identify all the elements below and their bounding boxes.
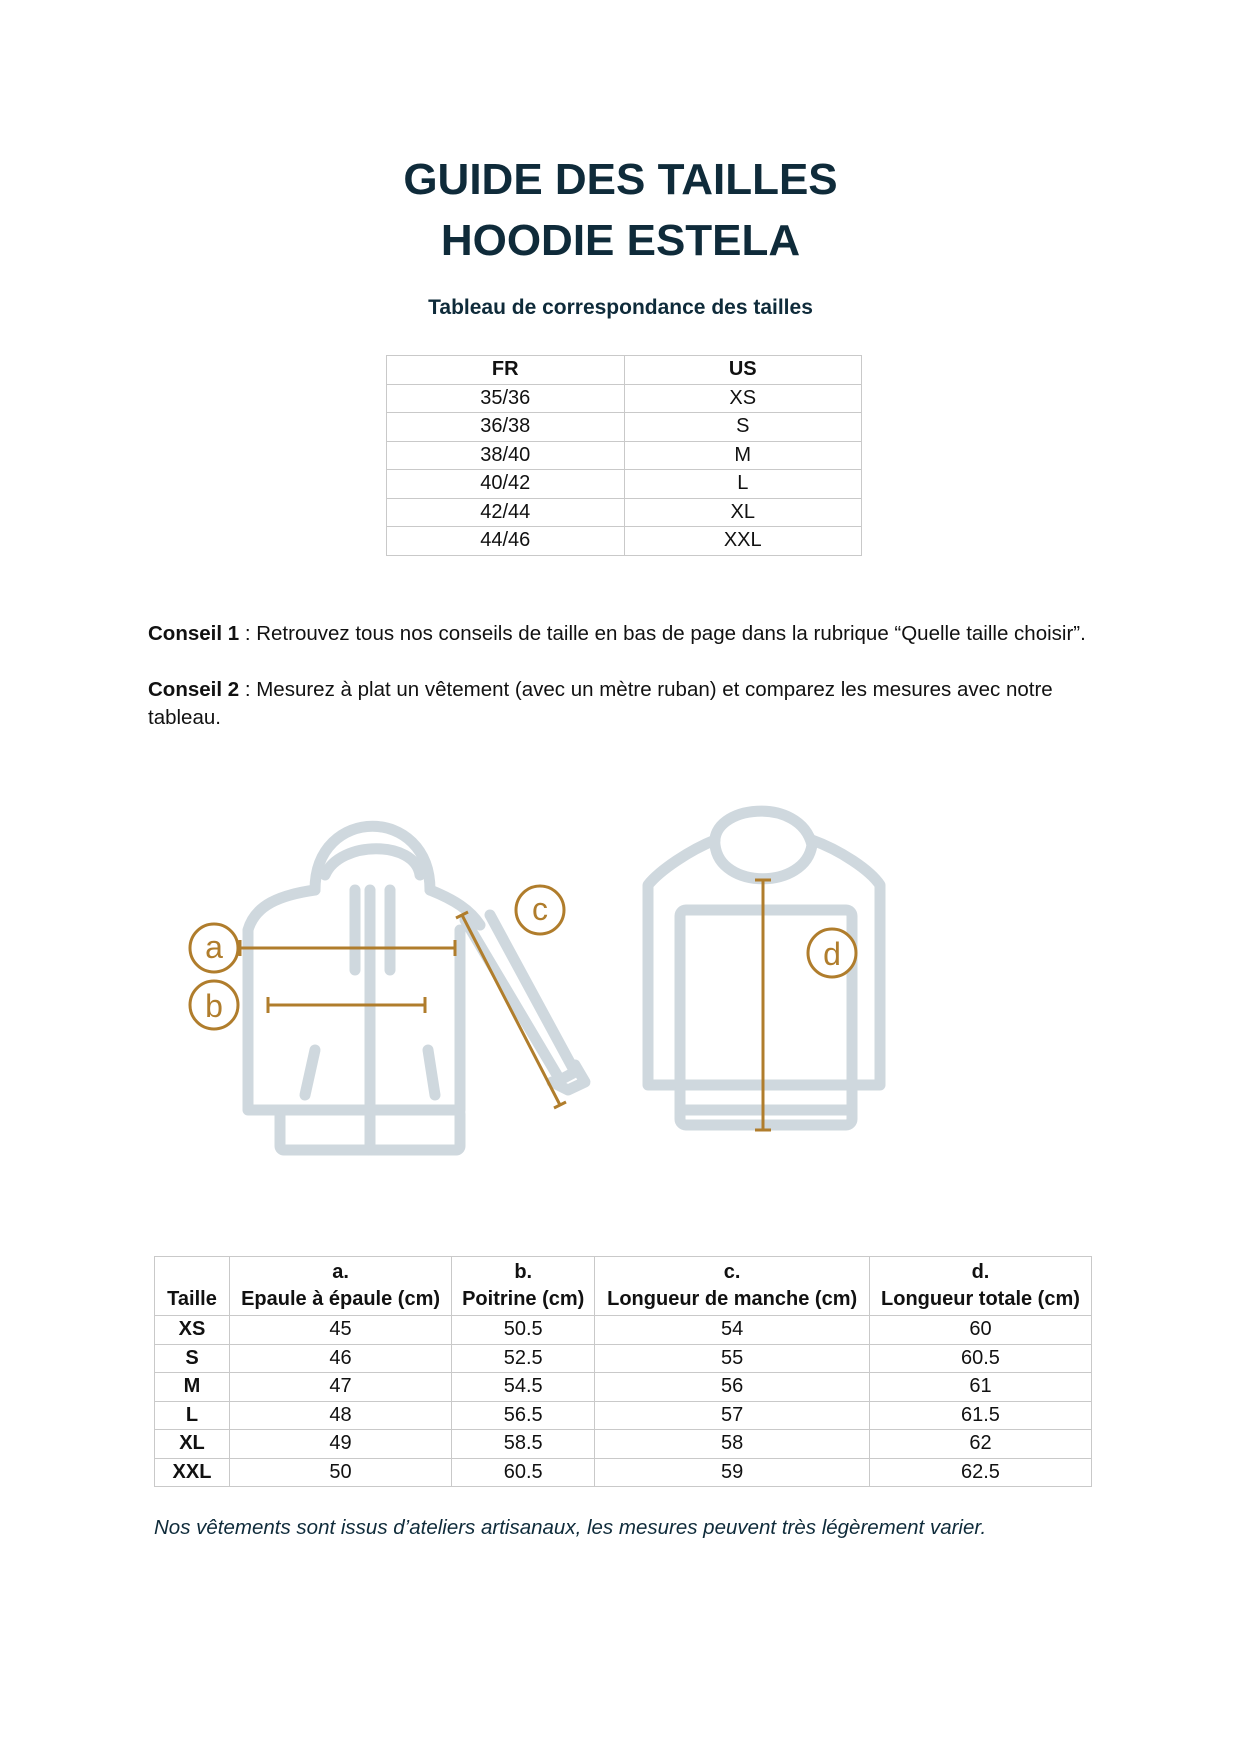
total-length-cell: 62.5 (869, 1458, 1091, 1487)
chest-cell: 60.5 (452, 1458, 595, 1487)
marker-b (190, 981, 238, 1029)
total-length-cell: 61.5 (869, 1401, 1091, 1430)
column-header-us: US (624, 356, 862, 385)
shoulder-cell: 45 (230, 1316, 452, 1345)
marker-c (516, 886, 564, 934)
advice-2-text: : Mesurez à plat un vêtement (avec un mètre ruban) et comparez les mesures avec notre tableau. (148, 678, 1053, 729)
marker-d (808, 929, 856, 977)
total-length-cell: 60 (869, 1316, 1091, 1345)
correspondence-row (387, 441, 862, 470)
total-length-cell: 62 (869, 1430, 1091, 1459)
column-header-total-length: d. Longueur totale (cm) (869, 1257, 1091, 1316)
chest-cell: 52.5 (452, 1344, 595, 1373)
size-cell: M (155, 1373, 230, 1402)
advice-1 (148, 620, 1098, 648)
advice-1-text: : Retrouvez tous nos conseils de taille en bas de page dans la rubrique “Quelle taille choisir”. (239, 622, 1086, 645)
sleeve-cell: 56 (595, 1373, 870, 1402)
measurements-header-row (155, 1257, 1092, 1316)
page-title-line2: HOODIE ESTELA (440, 216, 801, 265)
fr-size-cell: 38/40 (387, 441, 625, 470)
measure-line-a (240, 940, 455, 956)
hoodie-front-drawing (248, 826, 585, 1150)
advice-1-label: Conseil 1 (148, 622, 240, 645)
shoulder-cell: 49 (230, 1430, 452, 1459)
chest-cell: 54.5 (452, 1373, 595, 1402)
measurements-table (154, 1256, 1092, 1487)
shoulder-cell: 50 (230, 1458, 452, 1487)
measurements-row (155, 1373, 1092, 1402)
fr-size-cell: 35/36 (387, 384, 625, 413)
correspondence-row (387, 384, 862, 413)
sleeve-cell: 59 (595, 1458, 870, 1487)
size-cell: XL (155, 1430, 230, 1459)
total-length-cell: 61 (869, 1373, 1091, 1402)
size-cell: XXL (155, 1458, 230, 1487)
us-size-cell: XXL (624, 527, 862, 556)
hoodie-measurement-illustration (180, 790, 1000, 1170)
measurements-row (155, 1458, 1092, 1487)
size-cell: L (155, 1401, 230, 1430)
sleeve-cell: 58 (595, 1430, 870, 1459)
correspondence-row (387, 498, 862, 527)
chest-cell: 56.5 (452, 1401, 595, 1430)
fr-size-cell: 36/38 (387, 413, 625, 442)
size-cell: S (155, 1344, 230, 1373)
marker-a (190, 924, 238, 972)
fr-size-cell: 42/44 (387, 498, 625, 527)
us-size-cell: L (624, 470, 862, 499)
sleeve-cell: 54 (595, 1316, 870, 1345)
sleeve-cell: 55 (595, 1344, 870, 1373)
marker-b-label: b (205, 988, 223, 1024)
column-header-fr: FR (387, 356, 625, 385)
column-header-chest: b. Poitrine (cm) (452, 1257, 595, 1316)
us-size-cell: XS (624, 384, 862, 413)
advice-2 (148, 676, 1098, 732)
measurements-row (155, 1316, 1092, 1345)
chest-cell: 58.5 (452, 1430, 595, 1459)
correspondence-table-title: Tableau de correspondance des tailles (428, 296, 813, 319)
measure-line-d (755, 880, 771, 1130)
measure-line-b (268, 997, 425, 1013)
page-title-line1: GUIDE DES TAILLES (403, 155, 838, 204)
total-length-cell: 60.5 (869, 1344, 1091, 1373)
column-header-sleeve: c. Longueur de manche (cm) (595, 1257, 870, 1316)
marker-c-label: c (532, 891, 548, 927)
shoulder-cell: 47 (230, 1373, 452, 1402)
shoulder-cell: 48 (230, 1401, 452, 1430)
column-header-shoulder: a. Epaule à épaule (cm) (230, 1257, 452, 1316)
measurements-row (155, 1344, 1092, 1373)
us-size-cell: S (624, 413, 862, 442)
size-cell: XS (155, 1316, 230, 1345)
correspondence-row (387, 527, 862, 556)
correspondence-header-row (387, 356, 862, 385)
us-size-cell: XL (624, 498, 862, 527)
size-correspondence-table (386, 355, 862, 556)
marker-a-label: a (205, 929, 223, 965)
marker-d-label: d (823, 936, 841, 972)
measurements-row (155, 1401, 1092, 1430)
fr-size-cell: 40/42 (387, 470, 625, 499)
column-header-size: Taille (155, 1257, 230, 1316)
fr-size-cell: 44/46 (387, 527, 625, 556)
shoulder-cell: 46 (230, 1344, 452, 1373)
advice-2-label: Conseil 2 (148, 678, 240, 701)
footer-note: Nos vêtements sont issus d’ateliers artisanaux, les mesures peuvent très légèrement varier. (154, 1516, 987, 1539)
us-size-cell: M (624, 441, 862, 470)
chest-cell: 50.5 (452, 1316, 595, 1345)
measurements-row (155, 1430, 1092, 1459)
correspondence-row (387, 413, 862, 442)
sleeve-cell: 57 (595, 1401, 870, 1430)
correspondence-row (387, 470, 862, 499)
